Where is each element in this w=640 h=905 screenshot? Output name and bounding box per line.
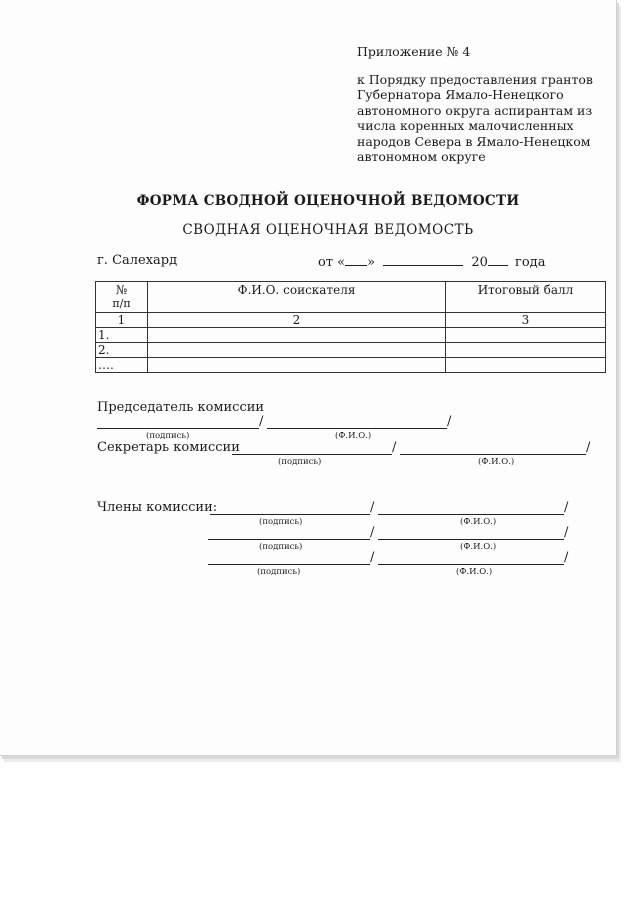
member-name-caption: (Ф.И.О.)	[460, 517, 497, 527]
rating-table	[95, 281, 606, 373]
separator: /	[392, 440, 397, 455]
column-number: 3	[446, 313, 606, 328]
member-signature-caption: (подпись)	[259, 542, 303, 552]
member-name-line[interactable]	[378, 514, 564, 515]
date-line	[318, 253, 545, 270]
name-cell[interactable]	[148, 358, 446, 373]
year-blank[interactable]	[488, 253, 508, 266]
score-cell[interactable]	[446, 358, 606, 373]
header-number: № п/п	[96, 282, 148, 313]
annex-line: автономного округа аспирантам из	[357, 102, 593, 118]
annex-line: числа коренных малочисленных	[357, 118, 574, 133]
column-number: 2	[148, 313, 446, 328]
row-index: ….	[96, 358, 148, 373]
chairman-name-caption: (Ф.И.О.)	[335, 431, 372, 441]
member-signature-line[interactable]	[208, 564, 370, 565]
header-score: Итоговый балл	[446, 282, 606, 313]
score-cell[interactable]	[446, 328, 606, 343]
document-title: СВОДНАЯ ОЦЕНОЧНАЯ ВЕДОМОСТЬ	[182, 222, 474, 238]
separator: /	[564, 500, 569, 515]
member-name-line[interactable]	[378, 564, 564, 565]
separator: /	[447, 414, 452, 429]
separator: /	[564, 525, 569, 540]
year-prefix: 20	[471, 255, 488, 270]
secretary-signature-line[interactable]	[232, 454, 392, 455]
secretary-name-line[interactable]	[400, 454, 586, 455]
chairman-signature-caption: (подпись)	[146, 431, 190, 441]
score-cell[interactable]	[446, 343, 606, 358]
secretary-signature-caption: (подпись)	[278, 457, 322, 467]
chairman-label: Председатель комиссии	[97, 400, 265, 415]
separator: /	[370, 525, 375, 540]
separator: /	[259, 414, 264, 429]
members-label: Члены комиссии:	[97, 500, 218, 515]
annex-block	[357, 44, 597, 165]
annex-line: Губернатора Ямало-Ненецкого	[357, 87, 564, 102]
member-signature-caption: (подпись)	[257, 567, 301, 577]
city-label: г. Салехард	[97, 253, 178, 268]
member-name-caption: (Ф.И.О.)	[456, 567, 493, 577]
separator: /	[564, 550, 569, 565]
separator: /	[586, 440, 591, 455]
chairman-name-line[interactable]	[267, 428, 447, 429]
member-signature-line[interactable]	[210, 514, 370, 515]
annex-number: Приложение № 4	[357, 44, 471, 59]
column-number: 1	[96, 313, 148, 328]
member-name-caption: (Ф.И.О.)	[460, 542, 497, 552]
row-index: 1.	[96, 328, 148, 343]
annex-line: народов Севера в Ямало-Ненецком	[357, 133, 591, 149]
member-signature-line[interactable]	[208, 539, 370, 540]
member-name-line[interactable]	[378, 539, 564, 540]
chairman-signature-line[interactable]	[97, 428, 259, 429]
member-signature-caption: (подпись)	[259, 517, 303, 527]
day-blank[interactable]	[345, 253, 367, 266]
annex-line: автономном округе	[357, 149, 486, 164]
secretary-label: Секретарь комиссии	[97, 440, 240, 455]
month-blank[interactable]	[383, 253, 463, 266]
year-label: года	[515, 255, 546, 270]
date-close: »	[367, 255, 376, 270]
separator: /	[370, 500, 375, 515]
secretary-name-caption: (Ф.И.О.)	[478, 457, 515, 467]
header-name: Ф.И.О. соискателя	[148, 282, 446, 313]
date-from: от «	[318, 255, 346, 270]
annex-line: к Порядку предоставления грантов	[357, 71, 593, 87]
name-cell[interactable]	[148, 343, 446, 358]
row-index: 2.	[96, 343, 148, 358]
separator: /	[370, 550, 375, 565]
form-title: ФОРМА СВОДНОЙ ОЦЕНОЧНОЙ ВЕДОМОСТИ	[136, 193, 520, 209]
name-cell[interactable]	[148, 328, 446, 343]
